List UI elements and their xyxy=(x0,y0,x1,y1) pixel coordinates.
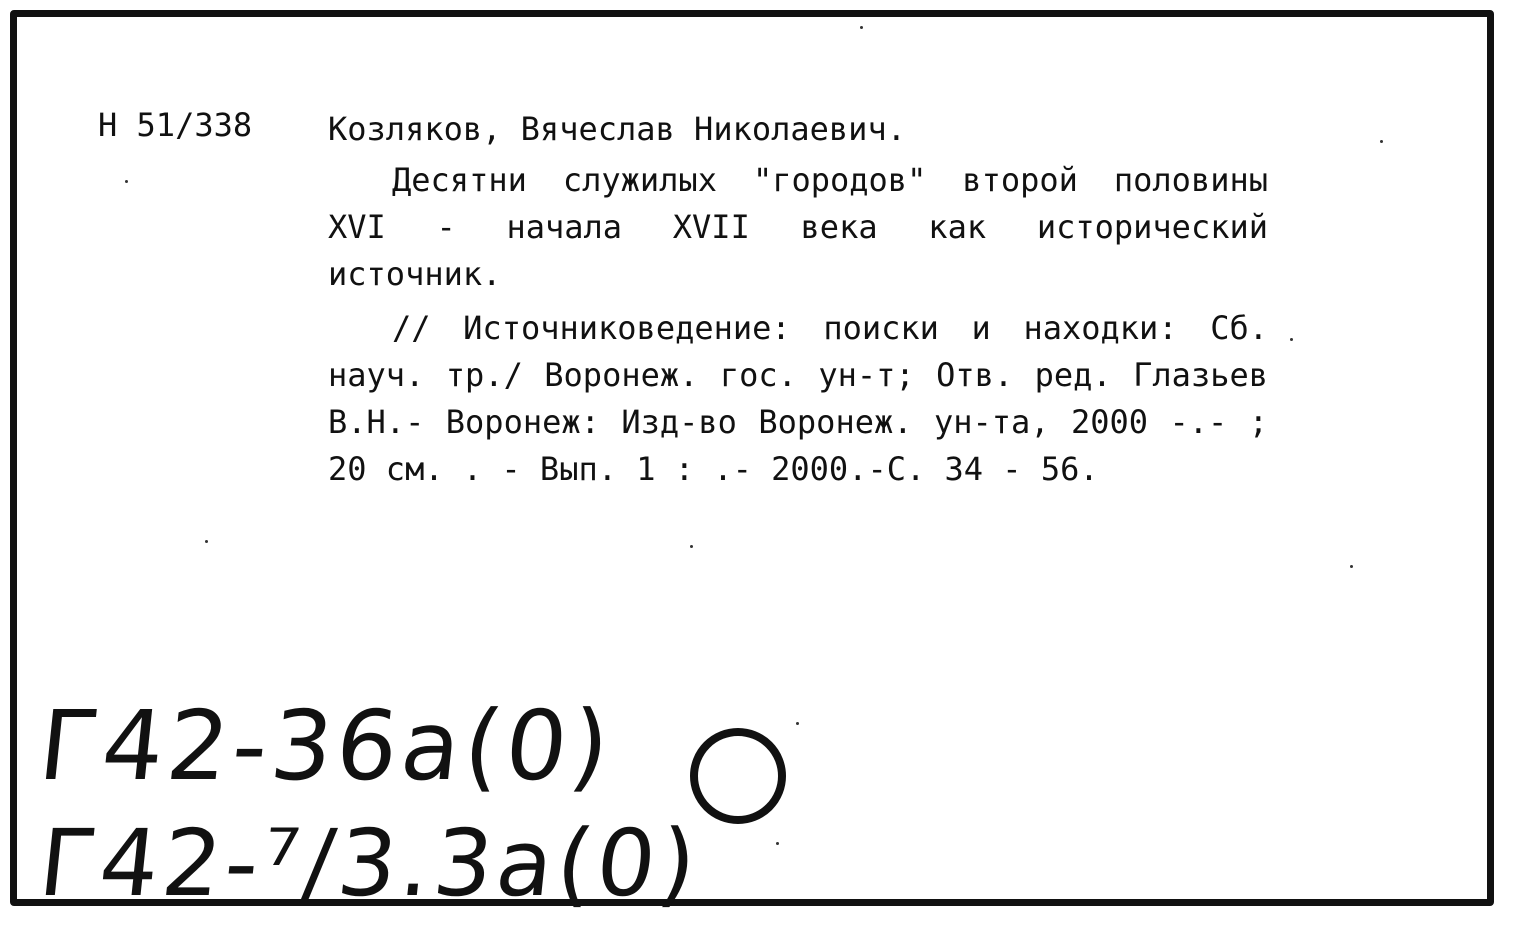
scan-speck xyxy=(125,180,128,183)
scan-speck xyxy=(860,26,863,29)
scan-speck xyxy=(1380,140,1383,143)
scan-speck xyxy=(1350,565,1353,568)
bibliographic-record xyxy=(328,106,1268,493)
work-title: Десятни служилых "городов" второй половины XVI - начала XVII века как исторический источник. xyxy=(328,161,1268,293)
scan-speck xyxy=(1290,338,1293,341)
punch-hole xyxy=(690,728,786,824)
handwritten-classification-2: Г42-⁷/3.3а(0) xyxy=(34,810,705,917)
handwritten-classification-1: Г42-36а(0) xyxy=(34,690,619,802)
scan-speck xyxy=(205,540,208,543)
scan-speck xyxy=(690,545,693,548)
author-heading: Козляков, Вячеслав Николаевич. xyxy=(328,110,906,148)
scan-speck xyxy=(776,842,779,845)
shelfmark: Н 51/338 xyxy=(98,106,253,144)
scan-speck xyxy=(796,722,799,725)
source-description: // Источниковедение: поиски и находки: Сб. науч. тр./ Воронеж. гос. ун-т; Отв. ред. Глазьев В.Н.- Воронеж: Изд-во Воронеж. ун-та, 2000 -.- ; 20 см. . - Вып. 1 : .- 2000.-С. 34 - 56. xyxy=(328,309,1268,488)
